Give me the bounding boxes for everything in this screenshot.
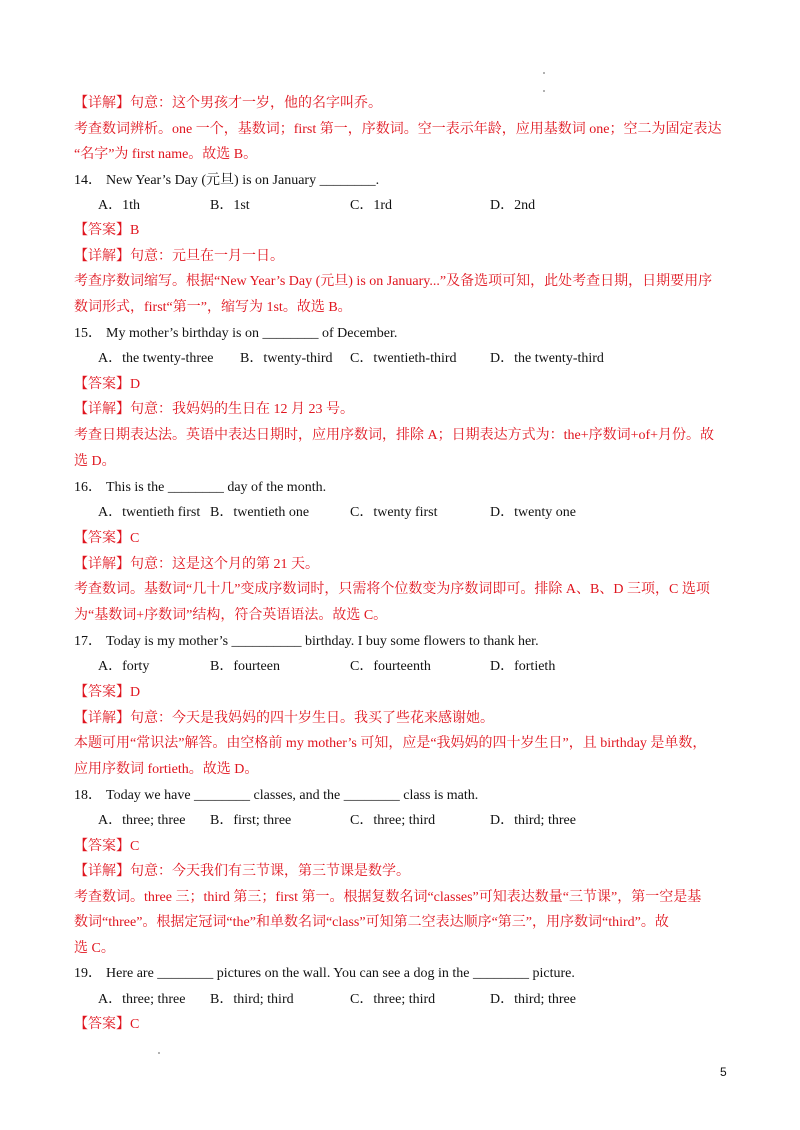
option-b: B．fourteen bbox=[210, 659, 280, 674]
page-number: 5 bbox=[720, 1065, 727, 1079]
question-18-explanation-line: 考查数词。three 三；third 第三；first 第一。根据复数名词“classes”可知表达数量“三节课”，第一空是基 bbox=[74, 890, 702, 905]
option-d: D．twenty one bbox=[490, 505, 576, 520]
q13-detail: 【详解】句意：这个男孩才一岁，他的名字叫乔。 bbox=[74, 96, 382, 111]
question-17-answer: 【答案】D bbox=[74, 685, 141, 700]
question-16-explanation-line: 为“基数词+序数词”结构，符合英语语法。故选 C。 bbox=[74, 608, 388, 623]
question-15-answer: 【答案】D bbox=[74, 377, 141, 392]
option-c: C．three; third bbox=[350, 992, 436, 1007]
option-b: B．twentieth one bbox=[210, 505, 310, 520]
option-a: A．three; three bbox=[98, 992, 186, 1007]
question-18-stem: 18． Today we have ________ classes, and the ________ class is math. bbox=[74, 788, 479, 803]
option-d: D．fortieth bbox=[490, 659, 556, 674]
option-c: C．1rd bbox=[350, 198, 392, 213]
question-14-explanation-line: 数词形式，first“第一”，缩写为 1st。故选 B。 bbox=[74, 300, 352, 315]
option-d: D．third; three bbox=[490, 992, 576, 1007]
option-a: A．three; three bbox=[98, 813, 186, 828]
option-c: C．fourteenth bbox=[350, 659, 431, 674]
question-14-answer: 【答案】B bbox=[74, 223, 140, 238]
question-17-explanation-line: 应用序数词 fortieth。故选 D。 bbox=[74, 762, 259, 777]
question-16-explanation-line: 考查数词。基数词“几十几”变成序数词时，只需将个位数变为序数词即可。排除 A、B、D 三项，C 选项 bbox=[74, 582, 710, 597]
question-18-explanation-line: 数词“three”。根据定冠词“the”和单数名词“class”可知第二空表达顺序“第三”，用序数词“third”。故 bbox=[74, 915, 669, 930]
question-17-detail: 【详解】句意：今天是我妈妈的四十岁生日。我买了些花来感谢她。 bbox=[74, 711, 494, 726]
option-a: A．the twenty-three bbox=[98, 351, 214, 366]
question-14-explanation-line: 考查序数词缩写。根据“New Year’s Day (元旦) is on January...”及备选项可知，此处考查日期，日期要用序 bbox=[74, 274, 713, 289]
question-15-explanation-line: 选 D。 bbox=[74, 454, 116, 469]
question-17-options bbox=[98, 658, 738, 676]
question-19-answer: 【答案】C bbox=[74, 1017, 140, 1032]
question-17-stem: 17． Today is my mother’s __________ birthday. I buy some flowers to thank her. bbox=[74, 634, 539, 649]
option-c: C．twentieth-third bbox=[350, 351, 457, 366]
question-15-detail: 【详解】句意：我妈妈的生日在 12 月 23 号。 bbox=[74, 402, 354, 417]
option-d: D．the twenty-third bbox=[490, 351, 604, 366]
question-15-explanation-line: 考查日期表达法。英语中表达日期时，应用序数词，排除 A；日期表达方式为：the+序数词+of+月份。故 bbox=[74, 428, 715, 443]
question-16-stem: 16． This is the ________ day of the month. bbox=[74, 480, 327, 495]
question-15-stem: 15． My mother’s birthday is on ________ of December. bbox=[74, 326, 398, 341]
q13-explanation-line: “名字”为 first name。故选 B。 bbox=[74, 147, 258, 162]
option-a: A．twentieth first bbox=[98, 505, 201, 520]
question-19-options bbox=[98, 991, 738, 1009]
scan-speck bbox=[543, 90, 545, 92]
question-18-answer: 【答案】C bbox=[74, 839, 140, 854]
q13-explanation-line: 考查数词辨析。one 一个，基数词；first 第一，序数词。空一表示年龄，应用基数词 one；空二为固定表达 bbox=[74, 122, 722, 137]
option-a: A．1th bbox=[98, 198, 140, 213]
option-d: D．2nd bbox=[490, 198, 536, 213]
question-16-detail: 【详解】句意：这是这个月的第 21 天。 bbox=[74, 557, 319, 572]
option-c: C．twenty first bbox=[350, 505, 438, 520]
option-b: B．first; three bbox=[210, 813, 292, 828]
question-18-explanation-line: 选 C。 bbox=[74, 941, 115, 956]
option-b: B．1st bbox=[210, 198, 250, 213]
option-c: C．three; third bbox=[350, 813, 436, 828]
question-19-stem: 19． Here are ________ pictures on the wall. You can see a dog in the ________ picture. bbox=[74, 966, 575, 981]
question-14-options bbox=[98, 197, 738, 215]
question-16-options bbox=[98, 504, 738, 522]
question-18-detail: 【详解】句意：今天我们有三节课，第三节课是数学。 bbox=[74, 864, 410, 879]
scan-speck bbox=[158, 1052, 160, 1054]
question-17-explanation-line: 本题可用“常识法”解答。由空格前 my mother’s 可知，应是“我妈妈的四十岁生日”，且 birthday 是单数， bbox=[74, 736, 707, 751]
question-16-answer: 【答案】C bbox=[74, 531, 140, 546]
option-b: B．third; third bbox=[210, 992, 294, 1007]
question-14-stem: 14． New Year’s Day (元旦) is on January ________. bbox=[74, 173, 380, 188]
option-d: D．third; three bbox=[490, 813, 576, 828]
option-a: A．forty bbox=[98, 659, 150, 674]
question-14-detail: 【详解】句意：元旦在一月一日。 bbox=[74, 249, 284, 264]
scan-speck bbox=[543, 72, 545, 74]
question-15-options bbox=[98, 350, 738, 368]
question-18-options bbox=[98, 812, 738, 830]
option-b: B．twenty-third bbox=[240, 351, 333, 366]
